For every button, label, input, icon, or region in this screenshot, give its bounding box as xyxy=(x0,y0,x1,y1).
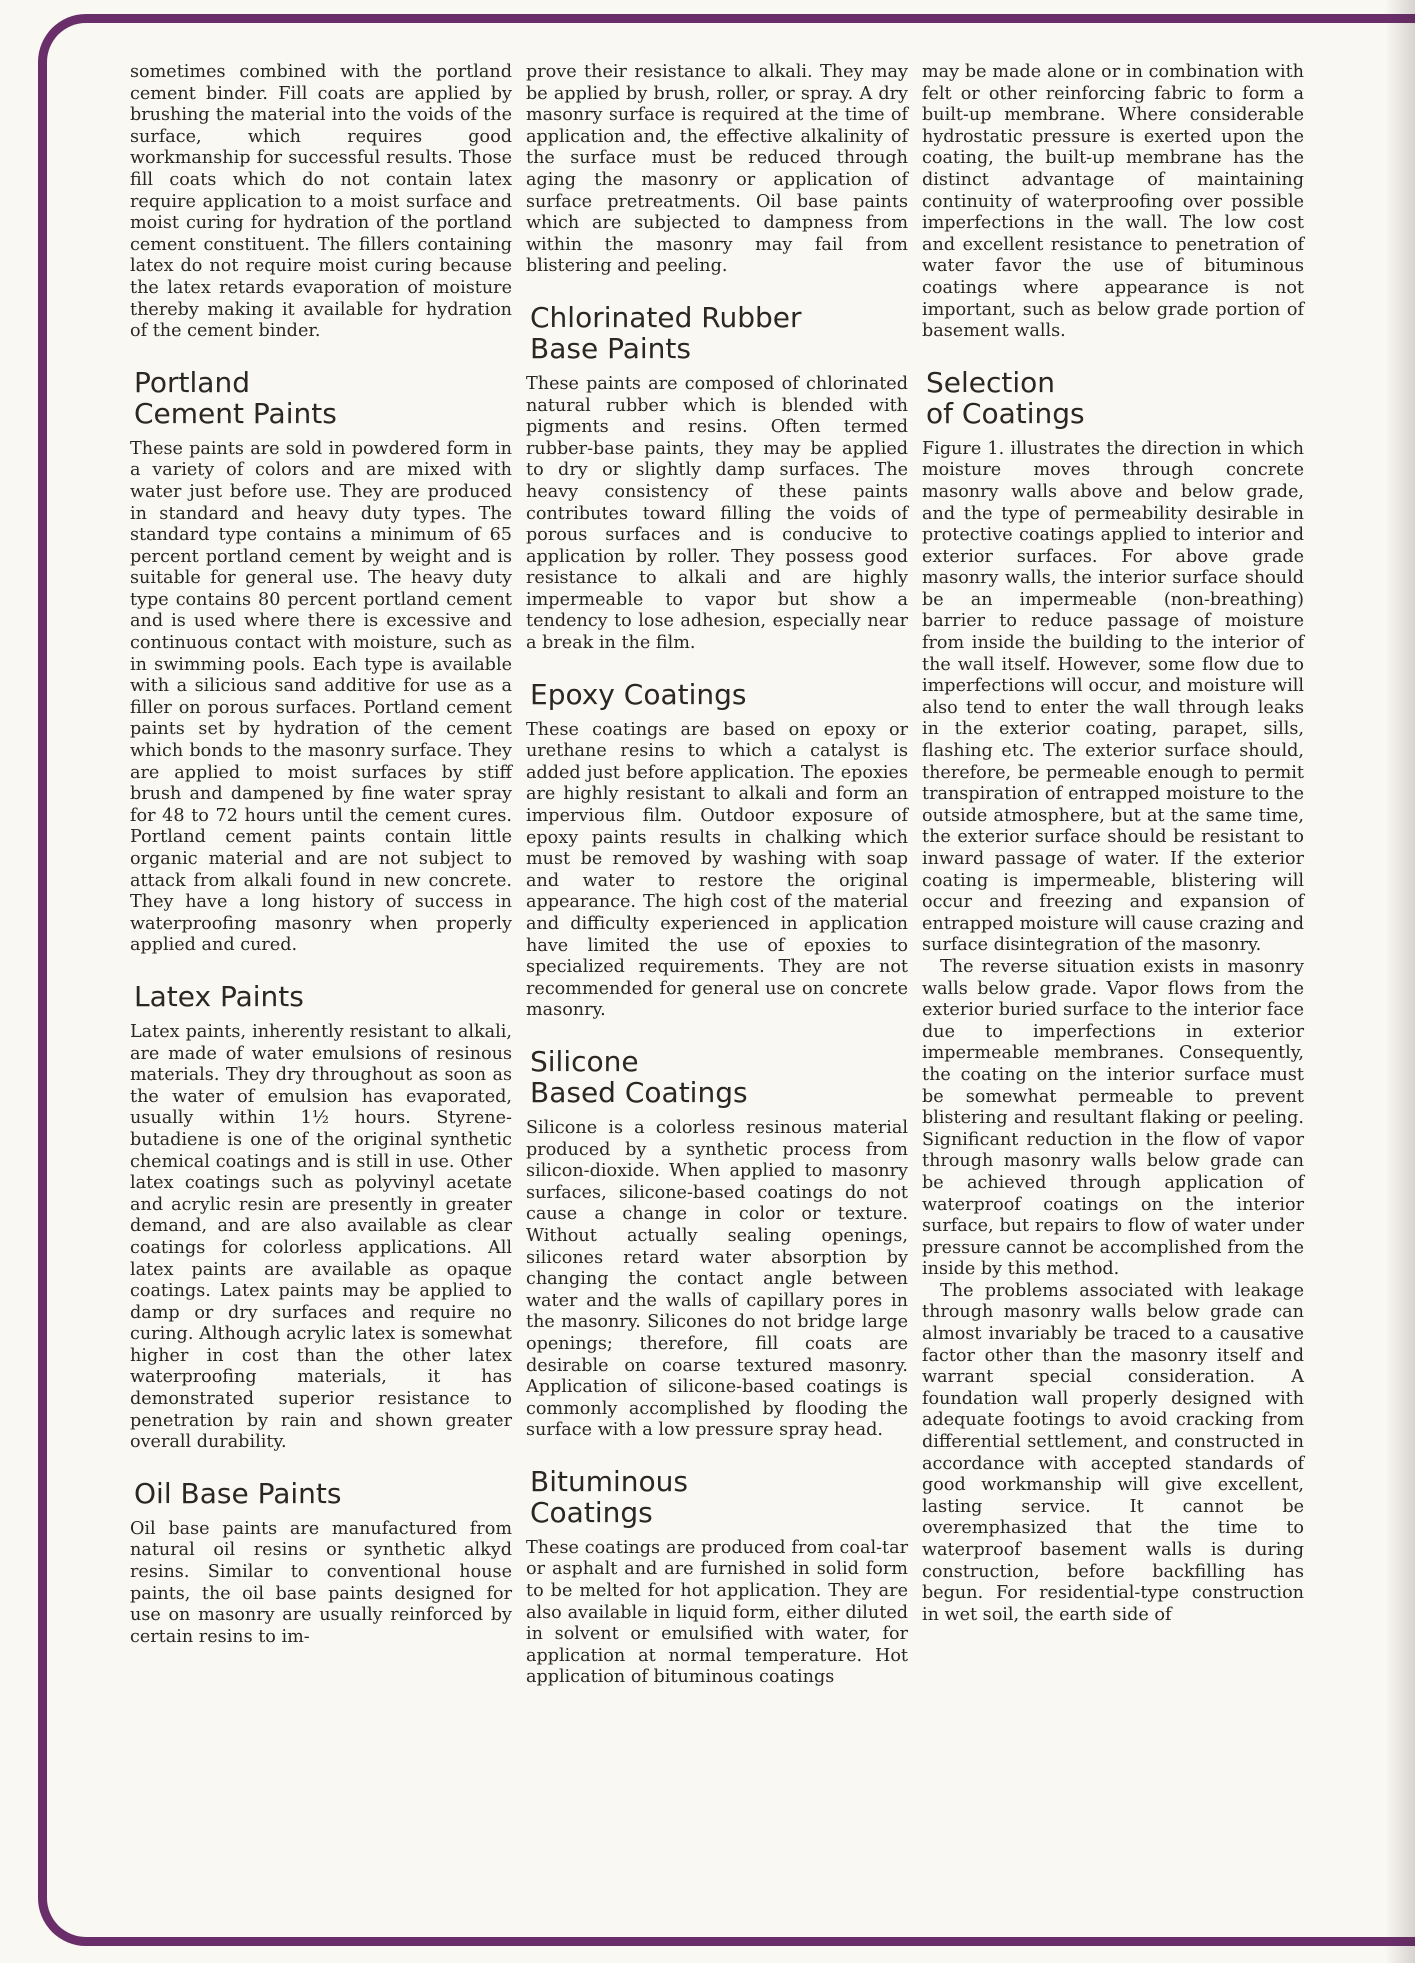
paragraph-selection-1: Figure 1. illustrates the direction in which moisture moves through concrete masonry walls above and below grade, and the type of permeability desirable in protective coatings applied to interior and exterior surfaces. For above grade masonry walls, the interior surface should be an impermeable (non-breathing) barrier to reduce passage of moisture from inside the building to the interior of the wall itself. However, some flow due to imperfections will occur, and moisture will also tend to enter the wall through leaks in the exterior coating, parapet, sills, flashing etc. The exterior surface should, therefore, be permeable enough to permit transpiration of entrapped moisture to the outside atmosphere, but at the same time, the exterior surface should be resistant to inward passage of water. If the exterior coating is impermeable, blistering will occur and freezing and expansion of entrapped moisture will cause crazing and surface disintegration of the masonry. xyxy=(922,438,1304,956)
column-1 xyxy=(130,62,512,1648)
paragraph-bituminous-coatings: These coatings are produced from coal-tar or asphalt and are furnished in solid form to be melted for hot application. They are also available in liquid form, either diluted in solvent or emulsified with water, for application at normal temperature. Hot application of bituminous coatings xyxy=(526,1537,908,1688)
page-edge-shadow xyxy=(1385,0,1415,1963)
paragraph-oil-base-continued: prove their resistance to alkali. They may be applied by brush, roller, or spray. A dry masonry surface is required at the time of application and, the effective alkalinity of the surface must be reduced through aging the masonry or application of surface pretreatments. Oil base paints which are subjected to dampness from within the masonry may fail from blistering and peeling. xyxy=(526,62,908,277)
heading-chlorinated-rubber: Chlorinated Rubber Base Paints xyxy=(530,300,802,365)
paragraph-silicone-coatings: Silicone is a colorless resinous material produced by a synthetic process from silicon-dioxide. When applied to masonry surfaces, silicone-based coatings do not cause a change in color or texture. Without actually sealing openings, silicones retard water absorption by changing the contact angle between water and the walls of capillary pores in the masonry. Silicones do not bridge large openings; therefore, fill coats are desirable on coarse textured masonry. Application of silicone-based coatings is commonly accomplished by flooding the surface with a low pressure spray head. xyxy=(526,1117,908,1441)
heading-portland-cement-paints: Portland Cement Paints xyxy=(134,365,337,430)
paragraph-bituminous-continued: may be made alone or in combination with felt or other reinforcing fabric to form a built-up membrane. Where considerable hydrostatic pressure is exerted upon the coating, the built-up membrane has the distinct advantage of maintaining continuity of waterproofing over possible imperfections in the wall. The low cost and excellent resistance to penetration of water favor the use of bituminous coatings where appearance is not important, such as below grade portion of basement walls. xyxy=(922,62,1304,342)
paragraph-selection-2: The reverse situation exists in masonry walls below grade. Vapor flows from the exterior buried surface to the interior face due to imperfections in exterior impermeable membranes. Consequently, the coating on the interior surface must be somewhat permeable to prevent blistering and resultant flaking or peeling. Significant reduction in the flow of vapor through masonry walls below grade can be achieved through application of waterproof coatings on the interior surface, but repairs to flow of water under pressure cannot be accomplished from the inside by this method. xyxy=(922,956,1304,1280)
paragraph-latex-paints: Latex paints, inherently resistant to alkali, are made of water emulsions of resinous materials. They dry throughout as soon as the water of emulsion has evaporated, usually within 1½ hours. Styrene-butadiene is one of the original synthetic chemical coatings and is still in use. Other latex coatings such as polyvinyl acetate and acrylic resin are presently in greater demand, and are also available as clear coatings for colorless applications. All latex paints are available as opaque coatings. Latex paints may be applied to damp or dry surfaces and require no curing. Although acrylic latex is somewhat higher in cost than the other latex waterproofing materials, it has demonstrated superior resistance to penetration by rain and shown greater overall durability. xyxy=(130,1021,512,1453)
paragraph-epoxy-coatings: These coatings are based on epoxy or urethane resins to which a catalyst is added just before application. The epoxies are highly resistant to alkali and form an impervious film. Outdoor exposure of epoxy paints results in chalking which must be removed by washing with soap and water to restore the original appearance. The high cost of the material and difficulty experienced in application have limited the use of epoxies to specialized requirements. They are not recommended for general use on concrete masonry. xyxy=(526,719,908,1021)
heading-latex-paints: Latex Paints xyxy=(134,979,304,1013)
heading-silicone-coatings: Silicone Based Coatings xyxy=(530,1044,748,1109)
paragraph-chlorinated-rubber: These paints are composed of chlorinated natural rubber which is blended with pigments and resins. Often termed rubber-base paints, they may be applied to dry or slightly damp surfaces. The heavy consistency of these paints contributes toward filling the voids of porous surfaces and is conducive to application by roller. They possess good resistance to alkali and are highly impermeable to vapor but show a tendency to lose adhesion, especially near a break in the film. xyxy=(526,373,908,654)
heading-epoxy-coatings: Epoxy Coatings xyxy=(530,677,747,711)
column-3 xyxy=(922,62,1304,1626)
paragraph-portland-cement-paints: These paints are sold in powdered form in a variety of colors and are mixed with water just before use. They are produced in standard and heavy duty types. The standard type contains a minimum of 65 percent portland cement by weight and is suitable for general use. The heavy duty type contains 80 percent portland cement and is used where there is excessive and continuous contact with moisture, such as in swimming pools. Each type is available with a silicious sand additive for use as a filler on porous surfaces. Portland cement paints set by hydration of the cement which bonds to the masonry surface. They are applied to moist surfaces by stiff brush and dampened by fine water spray for 48 to 72 hours until the cement cures. Portland cement paints contain little organic material and are not subject to attack from alkali found in new concrete. They have a long history of success in waterproofing masonry when properly applied and cured. xyxy=(130,438,512,956)
paragraph-oil-base-paints: Oil base paints are manufactured from natural oil resins or synthetic alkyd resins. Similar to conventional house paints, the oil base paints designed for use on masonry are usually reinforced by certain resins to im- xyxy=(130,1518,512,1647)
paragraph-intro: sometimes combined with the portland cement binder. Fill coats are applied by brushing the material into the voids of the surface, which requires good workmanship for successful results. Those fill coats which do not contain latex require application to a moist surface and moist curing for hydration of the portland cement constituent. The fillers containing latex do not require moist curing because the latex retards evaporation of moisture thereby making it available for hydration of the cement binder. xyxy=(130,62,512,342)
heading-oil-base-paints: Oil Base Paints xyxy=(134,1476,342,1510)
paragraph-selection-3: The problems associated with leakage through masonry walls below grade can almost invariably be traced to a causative factor other than the masonry itself and warrant special consideration. A foundation wall properly designed with adequate footings to avoid cracking from differential settlement, and constructed in accordance with accepted standards of good workmanship will give excellent, lasting service. It cannot be overemphasized that the time to waterproof basement walls is during construction, before backfilling has begun. For residential-type construction in wet soil, the earth side of xyxy=(922,1280,1304,1625)
column-2 xyxy=(526,62,908,1689)
heading-selection-of-coatings: Selection of Coatings xyxy=(926,365,1085,430)
heading-bituminous-coatings: Bituminous Coatings xyxy=(530,1464,688,1529)
